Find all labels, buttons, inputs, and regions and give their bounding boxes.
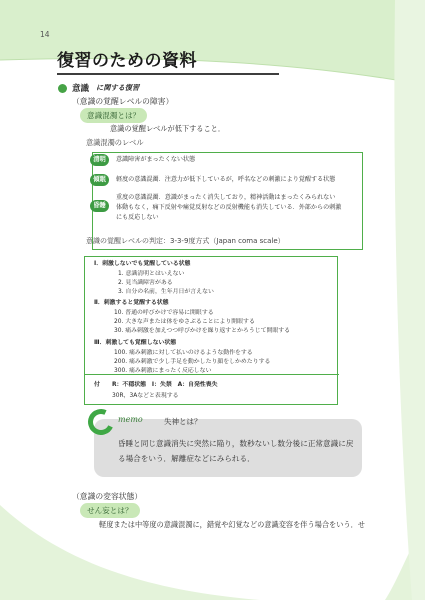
page-title: 復習のための資料 [57,51,197,71]
jcs-group-title: Ⅱ．刺激すると覚醒する状態 [94,300,169,306]
body-text: 軽度または中等度の意識混濁に，錯覚や幻覚などの意識変容を伴う場合をいう．せ [99,520,365,529]
level-badge: 傾眠 [90,174,109,186]
jcs-item: 2. 見当識障害がある [118,280,173,286]
jcs-item: 30. 痛み刺激を加えつつ呼びかけを繰り返すとかろうじて開眼する [114,328,291,334]
section-heading-sub: に関する復習 [96,83,140,92]
question-pill-2: せん妄とは？ [80,503,140,518]
subsection-label-2: 意識の変容状態 [79,492,135,501]
jcs-item: 100. 痛み刺激に対して払いのけるような動作をする [114,350,253,356]
jcs-note-label: 付 [94,382,100,388]
page-number: 14 [40,30,50,39]
jcs-heading: 意識の覚醒レベルの判定：3‐3‐9度方式（Japan coma scale） [86,237,285,245]
level-badge: 昏睡 [90,200,109,212]
subsection-label: 意識の覚醒レベルの障害 [79,97,166,106]
jcs-note-divider [84,374,339,375]
memo-body: 昏睡と同じ意識消失に突然に陥り，数秒ないし数分後に正常意識に戻る場合をいう．解離症などにみられる． [118,439,354,463]
memo-title: 失神とは？ [164,417,202,426]
section-bullet-icon [58,84,67,93]
jcs-item: 20. 大きな声または体をゆさぶることにより開眼する [114,319,255,325]
jcs-group-title: Ⅰ．刺激しないでも覚醒している状態 [94,261,191,267]
question-pill: 意識混濁とは？ [80,108,147,123]
section-heading: 意識 [72,84,90,94]
level-text: 意識障害がまったくない状態 [116,156,196,163]
subsection-title: （意識の覚醒レベルの障害） [72,97,174,106]
jcs-item: 300. 痛み刺激にまったく反応しない [114,368,212,374]
jcs-item: 1. 意識清明とはいえない [118,271,185,277]
jcs-note-2: 30R，3Aなどと表現する [112,393,179,399]
jcs-item: 200. 痛み刺激で少し手足を動かしたり顔をしかめたりする [114,359,271,365]
title-underline [57,73,279,75]
levels-heading: 意識混濁のレベル [86,138,144,147]
subsection-title-2: （意識の変容状態） [72,492,143,501]
jcs-note: R：不穏状態 Ⅰ：失禁 A：自発性喪失 [112,382,218,388]
level-badge: 清明 [90,154,109,166]
jcs-item: 10. 普通の呼びかけで容易に開眼する [114,310,214,316]
level-text: 軽度の意識混濁．注意力が低下しているが，呼名などの刺激により覚醒する状態 [116,176,336,183]
memo-label: memo [118,415,143,424]
jcs-item: 3. 自分の名前，生年月日が言えない [118,289,214,295]
definition-text: 意識の覚醒レベルが低下すること． [110,124,226,133]
level-text: 重度の意識混濁．意識がまったく消失しており，精神活動はまったくみられない 体動もなく，痛下反射や痛覚反射などの反射機能も消失している．外部からの刺激 にも反応しない [116,194,342,221]
jcs-group-title: Ⅲ．刺激しても覚醒しない状態 [94,340,177,346]
